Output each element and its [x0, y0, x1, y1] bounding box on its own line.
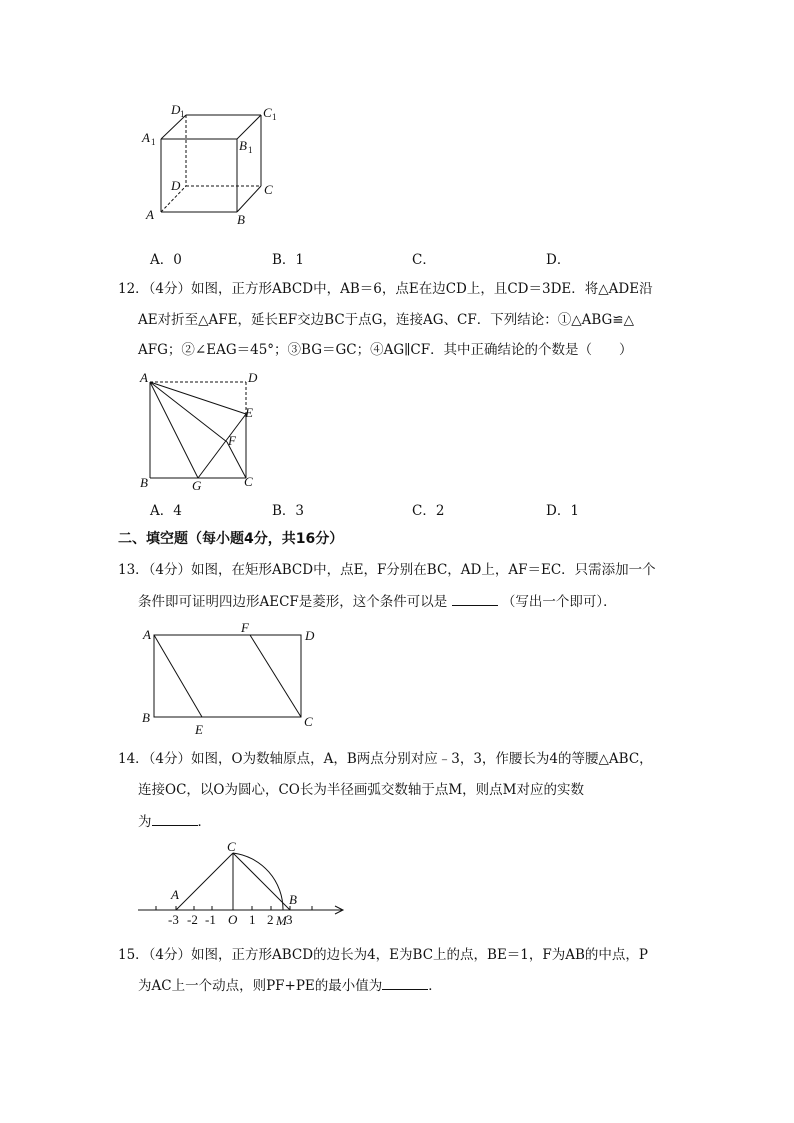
tick-label: -3 — [168, 912, 179, 927]
label-A1: A — [142, 130, 150, 145]
number-line-figure — [130, 838, 350, 930]
section-heading: 二、填空题（每小题4分，共16分） — [118, 531, 344, 547]
label-B: B — [289, 892, 297, 907]
label-B: B — [142, 710, 150, 725]
label-D: D — [248, 370, 258, 385]
label-B: B — [237, 212, 245, 227]
label-C: C — [227, 839, 236, 854]
label-C: C — [304, 714, 313, 729]
rectangle-figure — [138, 620, 328, 738]
label-D: D — [305, 628, 315, 643]
svg-text:1: 1 — [180, 109, 185, 119]
q12-option-d: D．1 — [546, 503, 579, 519]
q12-line1: 12．（4分）如图，正方形ABCD中，AB＝6，点E在边CD上，且CD＝3DE．将△ADE沿 — [118, 281, 653, 297]
q13-line1: 13．（4分）如图，在矩形ABCD中，点E，F分别在BC，AD上，AF＝EC．只需添加一个 — [118, 562, 656, 578]
q15-line2: 为AC上一个动点，则PF+PE的最小值为 ． — [138, 975, 442, 996]
label-D1: D — [171, 102, 181, 117]
label-F: F — [228, 433, 236, 448]
label-M: M — [276, 913, 287, 928]
label-C: C — [264, 182, 273, 197]
q13-line2: 条件即可证明四边形AECF是菱形，这个条件可以是 （写出一个即可）． — [138, 591, 617, 612]
label-A: A — [146, 207, 154, 222]
tick-label: 3 — [286, 912, 293, 927]
tick-label: 2 — [267, 912, 274, 927]
q14-line1: 14．（4分）如图，O为数轴原点，A，B两点分别对应﹣3，3，作腰长为4的等腰△ABC， — [118, 751, 653, 767]
q11-option-c: C． — [412, 252, 436, 268]
q12-line3: AFG；②∠EAG＝45°；③BG＝GC；④AG∥CF．其中正确结论的个数是（ ） — [138, 342, 633, 358]
q14-line2: 连接OC，以O为圆心，CO长为半径画弧交数轴于点M，则点M对应的实数 — [138, 782, 585, 798]
q12-option-a: A．4 — [150, 503, 182, 519]
svg-text:1: 1 — [151, 137, 156, 147]
q12-line2: AE对折至△AFE，延长EF交边BC于点G，连接AG、CF．下列结论：①△ABG≌△ — [138, 312, 634, 328]
cube-figure — [140, 100, 290, 230]
label-A: A — [140, 370, 148, 385]
q11-option-d: D． — [546, 252, 571, 268]
square-fold-figure — [138, 366, 268, 490]
label-C: C — [244, 474, 253, 489]
answer-blank[interactable] — [152, 811, 198, 826]
label-F: F — [241, 620, 249, 635]
label-B1: B — [239, 138, 247, 153]
label-D: D — [171, 178, 181, 193]
q14-line3: 为 ． — [138, 811, 211, 832]
label-E: E — [195, 722, 203, 737]
tick-label: -2 — [187, 912, 198, 927]
svg-text:1: 1 — [272, 112, 277, 122]
label-A: A — [143, 627, 151, 642]
q11-option-b: B．1 — [272, 252, 305, 268]
tick-label: 1 — [249, 912, 256, 927]
label-A: A — [171, 887, 179, 902]
label-O: O — [228, 912, 238, 927]
q12-option-c: C．2 — [412, 503, 445, 519]
label-G: G — [192, 478, 202, 490]
q12-option-b: B．3 — [272, 503, 305, 519]
q11-option-a: A．0 — [150, 252, 182, 268]
answer-blank[interactable] — [452, 591, 498, 606]
answer-blank[interactable] — [382, 975, 428, 990]
label-B: B — [140, 475, 148, 490]
label-E: E — [245, 405, 253, 420]
label-C1: C — [263, 105, 272, 120]
tick-label: -1 — [205, 912, 216, 927]
svg-text:1: 1 — [248, 145, 253, 155]
q15-line1: 15．（4分）如图，正方形ABCD的边长为4，E为BC上的点，BE＝1，F为AB的中点，P — [118, 947, 649, 963]
